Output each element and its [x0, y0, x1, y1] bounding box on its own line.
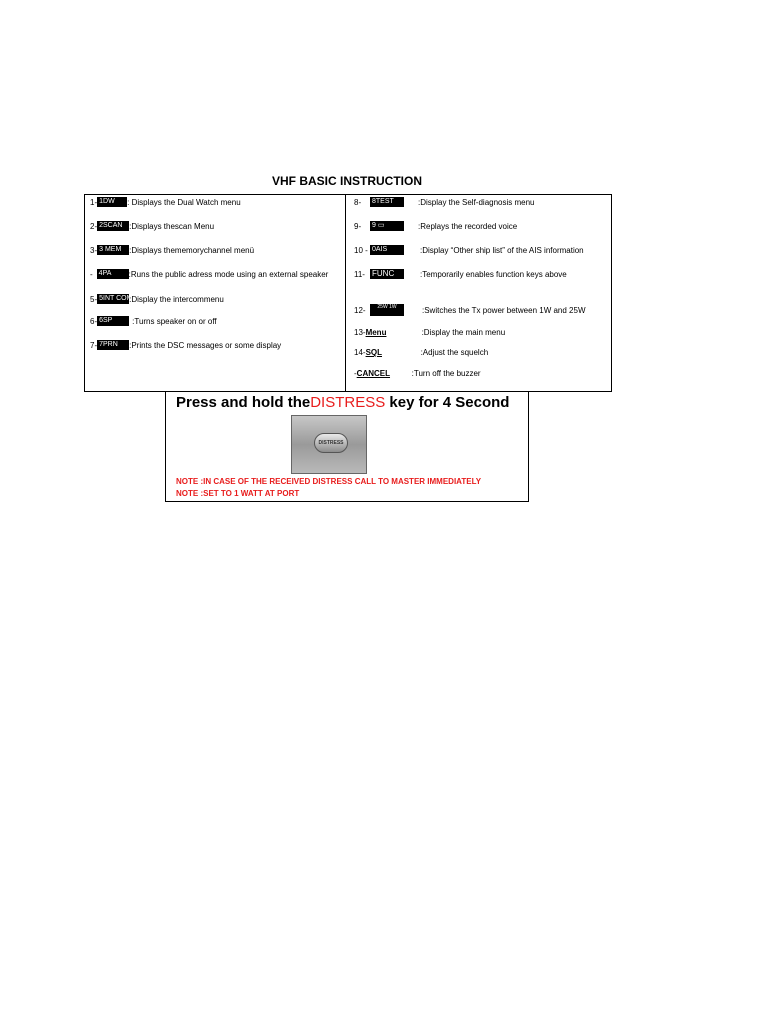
item-description: :Displays thescan Menu — [129, 221, 215, 231]
list-item — [354, 348, 488, 357]
item-number: 3- — [90, 245, 98, 255]
key-cancel-label: CANCEL — [356, 369, 391, 378]
item-number: 11- — [354, 269, 365, 279]
note-line-1: NOTE :IN CASE OF THE RECEIVED DISTRESS CALL TO MASTER IMMEDIATELY — [176, 477, 482, 486]
page-title: VHF BASIC INSTRUCTION — [272, 174, 422, 188]
list-item — [90, 294, 224, 304]
item-description: :Turn off the buzzer — [411, 369, 481, 378]
list-item — [354, 328, 505, 337]
item-description: :Turns speaker on or off — [132, 316, 217, 326]
item-description: :Display “Other ship list” of the AIS information — [420, 245, 584, 255]
item-number: 8- — [354, 197, 362, 207]
item-description: :Display the main menu — [421, 328, 506, 337]
list-item — [90, 340, 281, 350]
list-item — [90, 221, 214, 231]
key-intcom-icon: 5INT COM — [99, 295, 133, 302]
press-text: Press and hold the — [176, 394, 311, 411]
item-description: :Display the Self-diagnosis menu — [418, 197, 535, 207]
item-number: - — [90, 269, 93, 279]
list-item — [354, 221, 517, 231]
distress-button-icon: DISTRESS — [314, 433, 348, 453]
key-prn-icon: 7PRN — [97, 340, 129, 350]
item-description: :Runs the public adress mode using an external speaker — [128, 269, 329, 279]
key-sql-label: SQL — [365, 348, 383, 357]
list-item — [354, 269, 567, 279]
key-func-icon: FUNC — [370, 269, 404, 279]
list-item — [90, 245, 254, 255]
item-number: 14- — [354, 348, 366, 357]
key-scan-icon: 2SCAN — [97, 221, 129, 231]
distress-button-photo — [291, 415, 367, 474]
key-voice-icon: 9 ▭ — [370, 221, 404, 231]
item-number: - — [354, 369, 357, 378]
item-number: 9- — [354, 221, 362, 231]
key-sp-icon: 6SP — [97, 316, 129, 326]
list-item — [354, 369, 481, 378]
item-description: :Switches the Tx power between 1W and 25W — [422, 305, 586, 315]
item-number: 2- — [90, 221, 98, 231]
distress-key-text: DISTRESS — [310, 394, 386, 411]
key-mem-icon: 3 MEM — [97, 245, 129, 255]
list-item — [354, 304, 586, 316]
item-description: :Display the intercommenu — [129, 294, 224, 304]
list-item — [90, 269, 328, 279]
note-line-2: NOTE :SET TO 1 WATT AT PORT — [176, 489, 300, 498]
press-text-end: key for 4 Second — [385, 394, 510, 411]
key-pa-icon: 4PA — [97, 269, 129, 279]
item-description: :Adjust the squelch — [420, 348, 489, 357]
distress-instruction — [176, 394, 509, 411]
column-divider — [345, 194, 346, 392]
list-item — [354, 245, 584, 255]
item-description: : Displays the Dual Watch menu — [127, 197, 241, 207]
key-1dw-icon: 1DW — [97, 197, 127, 207]
item-number: 10 - — [354, 245, 368, 255]
key-test-icon: 8TEST — [370, 197, 404, 207]
list-item — [354, 197, 535, 207]
item-number: 13- — [354, 328, 366, 337]
list-item — [90, 197, 241, 207]
item-description: :Prints the DSC messages or some display — [129, 340, 282, 350]
item-number: 12- — [354, 305, 366, 315]
key-power-icon: 25W 1W — [370, 304, 404, 316]
list-item — [90, 316, 217, 326]
item-description: :Replays the recorded voice — [418, 221, 518, 231]
item-description: :Temporarily enables function keys above — [420, 269, 567, 279]
item-description: :Displays thememorychannel menü — [129, 245, 255, 255]
item-number: 5- — [90, 294, 98, 304]
key-ais-icon: 0AIS — [370, 245, 404, 255]
item-number: 1- — [90, 197, 98, 207]
item-number: 6- — [90, 316, 98, 326]
key-menu-label: Menu — [365, 328, 387, 337]
item-number: 7- — [90, 340, 98, 350]
